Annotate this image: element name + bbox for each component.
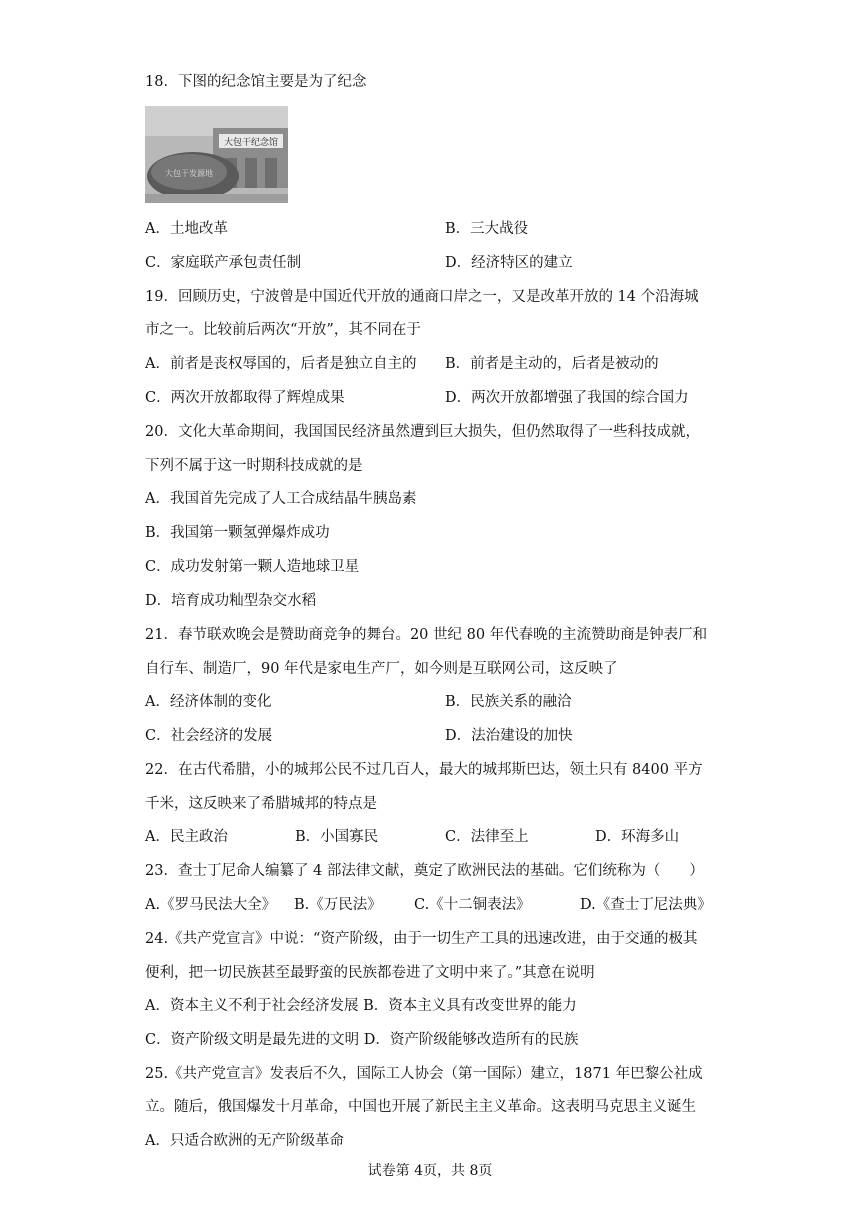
q24-options-row2: C．资产阶级文明是最先进的文明 D．资产阶级能够改造所有的民族	[145, 1032, 579, 1048]
memorial-stone-text: 大包干发源地	[165, 169, 213, 178]
q23-option-b: B.《万民法》	[294, 897, 382, 913]
question-21-stem-line2: 自行车、制造厂，90 年代是家电生产厂，如今则是互联网公司，这反映了	[145, 661, 618, 677]
q22-option-b: B．小国寡民	[295, 829, 379, 845]
memorial-sign-text: 大包干纪念馆	[223, 138, 279, 148]
q18-option-c: C．家庭联产承包责任制	[145, 255, 302, 271]
question-22-stem-line1: 22．在古代希腊，小的城邦公民不过几百人，最大的城邦斯巴达，领土只有 8400 平方	[145, 762, 703, 778]
q21-option-d: D．法治建设的加快	[445, 728, 573, 744]
q20-option-a: A．我国首先完成了人工合成结晶牛胰岛素	[145, 491, 417, 507]
memorial-hall-illustration	[145, 106, 288, 203]
question-25-stem-line2: 立。随后，俄国爆发十月革命，中国也开展了新民主主义革命。这表明马克思主义诞生	[145, 1099, 696, 1115]
q21-option-c: C．社会经济的发展	[145, 728, 273, 744]
q18-option-b: B．三大战役	[445, 221, 529, 237]
question-22-stem-line2: 千米，这反映来了希腊城邦的特点是	[145, 796, 377, 812]
q19-option-a: A．前者是丧权辱国的，后者是独立自主的	[145, 356, 417, 372]
question-23-stem: 23．查士丁尼命人编纂了 4 部法律文献，奠定了欧洲民法的基础。它们统称为（ ）	[145, 863, 704, 879]
q20-option-c: C．成功发射第一颗人造地球卫星	[145, 559, 360, 575]
q20-option-b: B．我国第一颗氢弹爆炸成功	[145, 525, 330, 541]
page-footer: 试卷第 4页，共 8页	[367, 1163, 493, 1179]
q18-option-a: A．土地改革	[145, 221, 228, 237]
q21-option-a: A．经济体制的变化	[145, 694, 272, 710]
q20-option-d: D．培育成功籼型杂交水稻	[145, 593, 317, 609]
question-24-stem-line2: 便利，把一切民族甚至最野蛮的民族都卷进了文明中来了。”其意在说明	[145, 965, 595, 981]
q19-option-c: C．两次开放都取得了辉煌成果	[145, 390, 345, 406]
question-21-stem-line1: 21．春节联欢晚会是赞助商竞争的舞台。20 世纪 80 年代春晚的主流赞助商是钟表厂和	[145, 627, 708, 643]
q21-option-b: B．民族关系的融洽	[445, 694, 572, 710]
q19-option-d: D．两次开放都增强了我国的综合国力	[445, 390, 689, 406]
q23-option-a: A.《罗马民法大全》	[145, 897, 277, 913]
q22-option-c: C．法律至上	[445, 829, 529, 845]
q23-option-d: D.《查士丁尼法典》	[580, 897, 712, 913]
q18-option-d: D．经济特区的建立	[445, 255, 573, 271]
q19-option-b: B．前者是主动的，后者是被动的	[445, 356, 659, 372]
question-19-stem-line1: 19．回顾历史，宁波曾是中国近代开放的通商口岸之一，又是改革开放的 14 个沿海城	[145, 289, 699, 305]
question-19-stem-line2: 市之一。比较前后两次“开放”，其不同在于	[145, 322, 421, 338]
q25-option-a: A．只适合欧洲的无产阶级革命	[145, 1133, 344, 1149]
q22-option-a: A．民主政治	[145, 829, 228, 845]
q24-options-row1: A．资本主义不利于社会经济发展 B．资本主义具有改变世界的能力	[145, 998, 577, 1014]
question-25-stem-line1: 25.《共产党宣言》发表后不久，国际工人协会（第一国际）建立，1871 年巴黎公社成	[145, 1066, 703, 1082]
memorial-hall-photo	[145, 106, 288, 203]
question-20-stem-line2: 下列不属于这一时期科技成就的是	[145, 458, 363, 474]
q22-option-d: D．环海多山	[595, 829, 680, 845]
q23-option-c: C.《十二铜表法》	[414, 897, 531, 913]
question-18-stem: 18．下图的纪念馆主要是为了纪念	[145, 74, 367, 90]
question-20-stem-line1: 20．文化大革命期间，我国国民经济虽然遭到巨大损失，但仍然取得了一些科技成就，	[145, 424, 700, 440]
question-24-stem-line1: 24.《共产党宣言》中说：“资产阶级，由于一切生产工具的迅速改进，由于交通的极其	[145, 931, 698, 947]
